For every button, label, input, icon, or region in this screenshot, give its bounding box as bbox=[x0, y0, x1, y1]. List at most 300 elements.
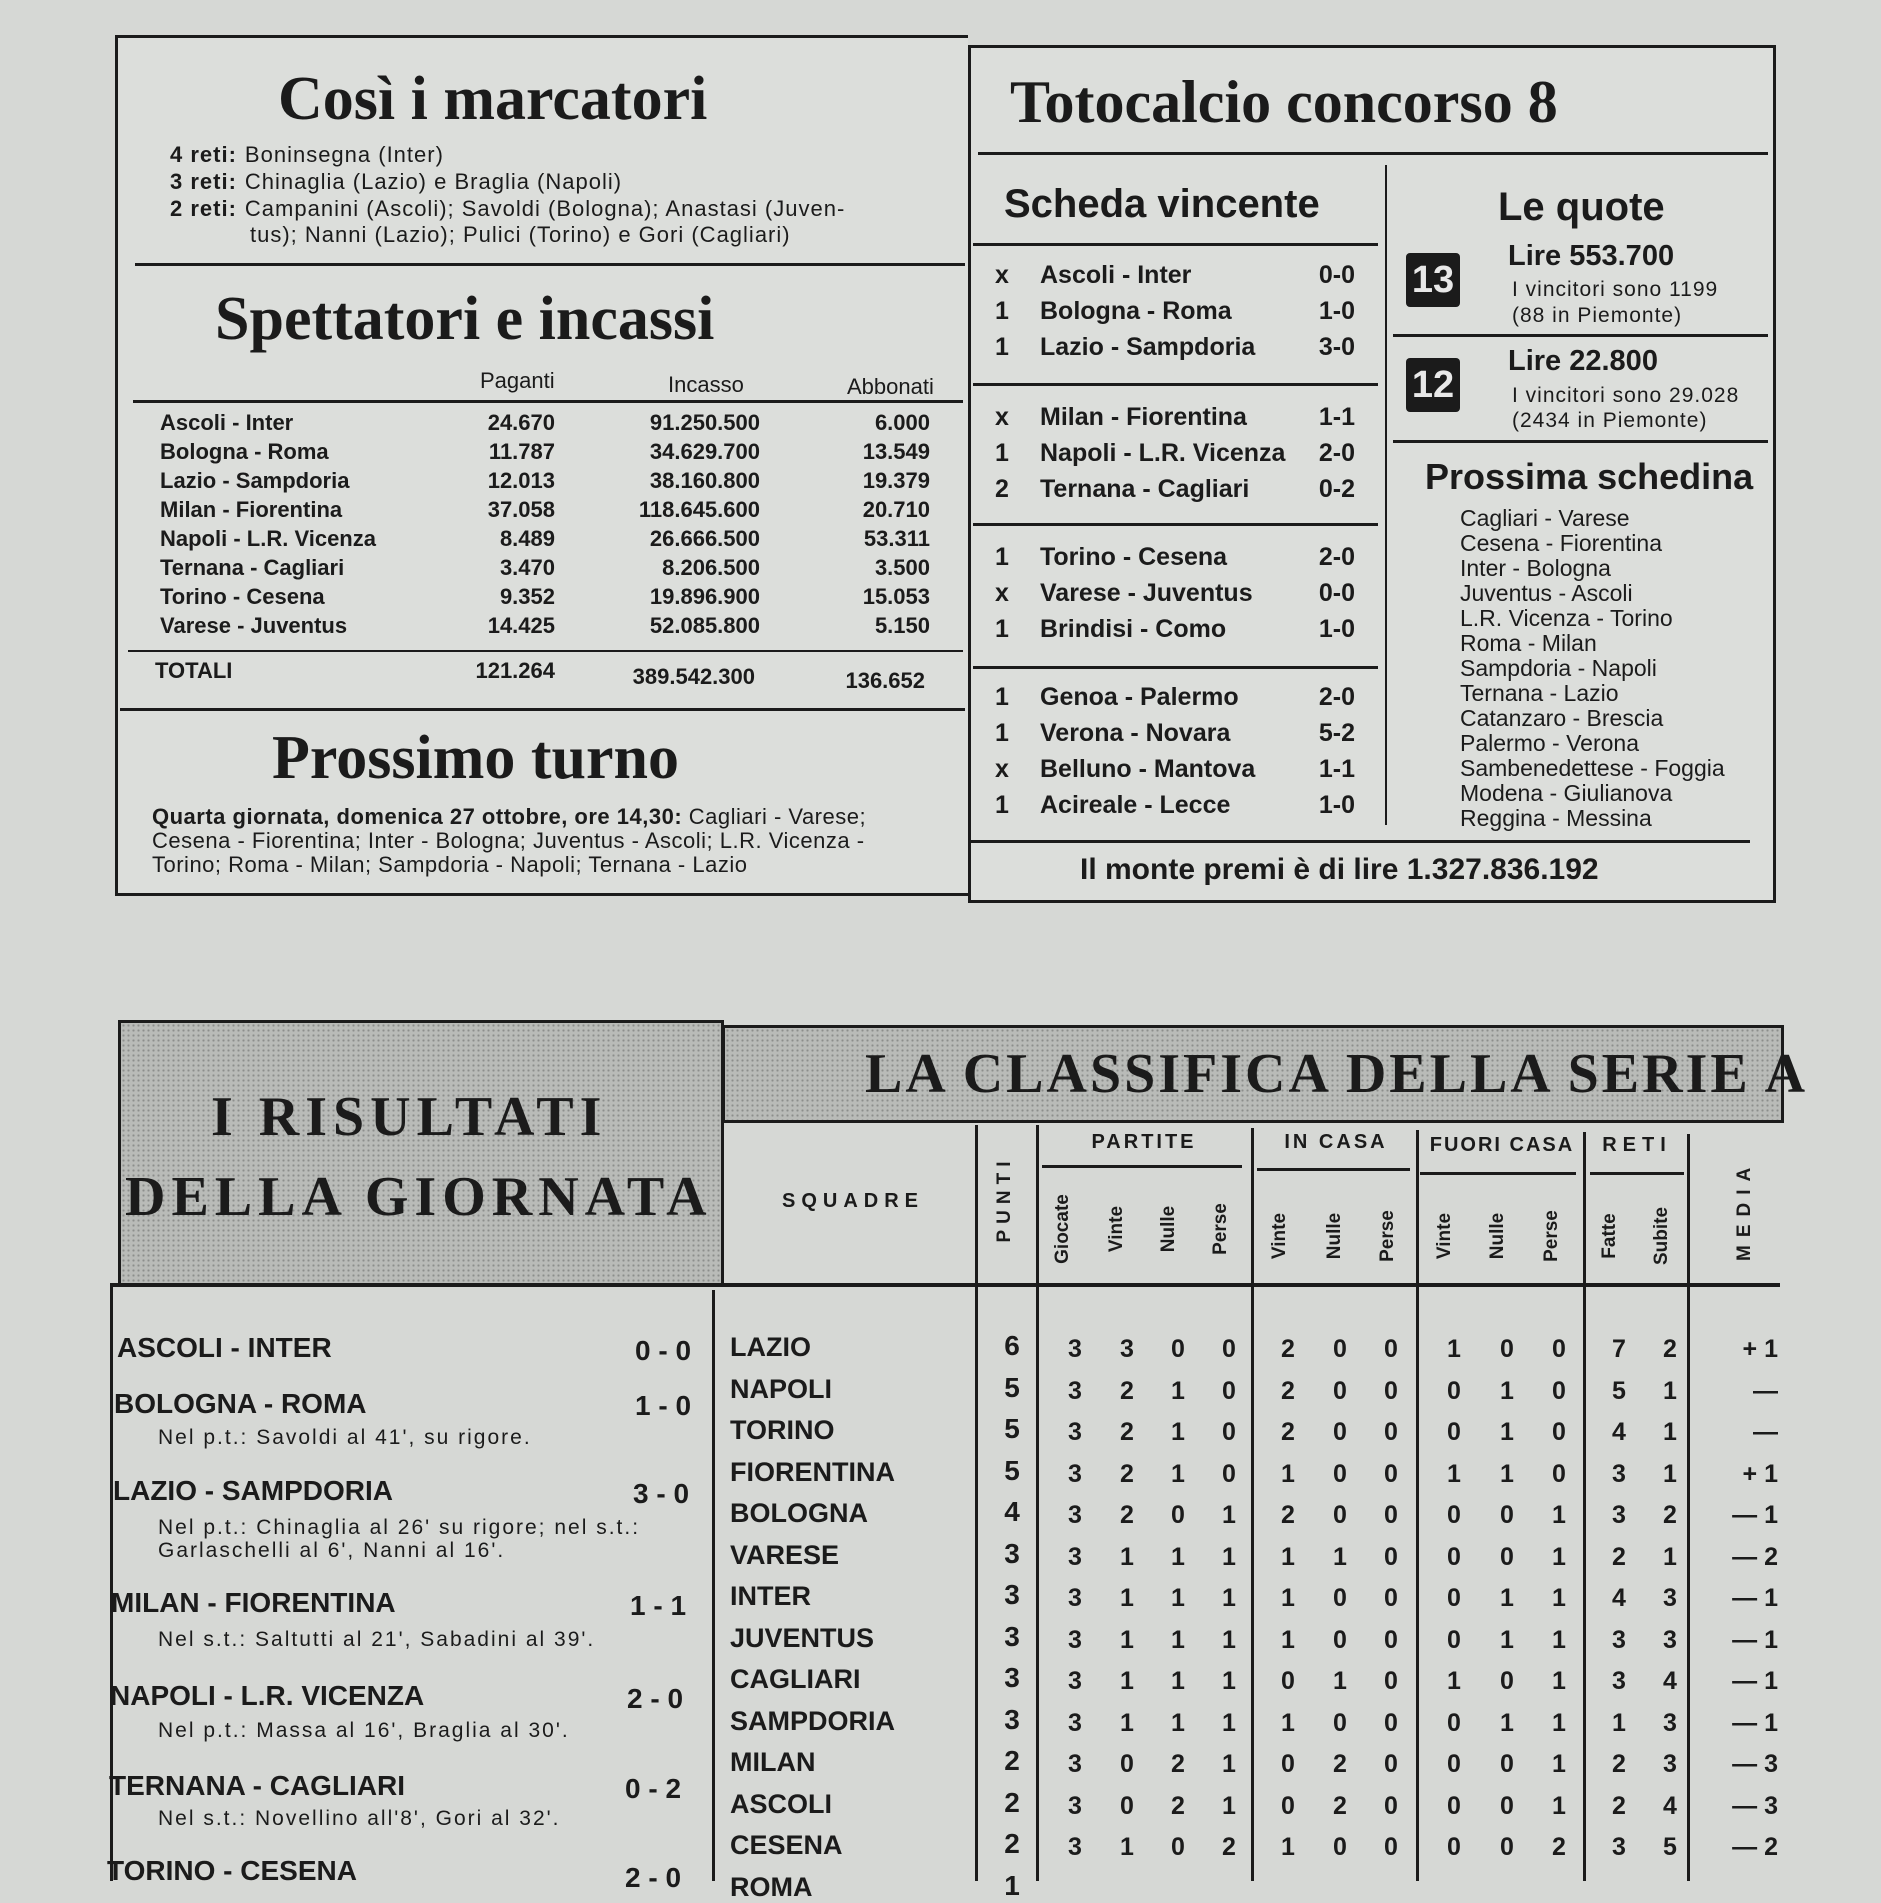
match-name: Varese - Juventus bbox=[160, 613, 348, 638]
list-item: Cagliari - Varese bbox=[1460, 505, 1630, 531]
col-head-giocate: Giocate bbox=[1052, 1194, 1073, 1264]
divider bbox=[970, 840, 1750, 843]
score: 0-2 bbox=[1318, 475, 1355, 503]
quota-13-winners: I vincitori sono 1199 bbox=[1512, 278, 1719, 301]
divider bbox=[1590, 1172, 1684, 1175]
incasso-value: 38.160.800 bbox=[649, 468, 760, 493]
media-value: — 1 bbox=[1732, 1584, 1778, 1612]
col-head-perse: Perse bbox=[1210, 1203, 1231, 1255]
sign: 2 bbox=[995, 475, 1009, 503]
divider bbox=[978, 152, 1768, 155]
points-value: 3 bbox=[1004, 1620, 1020, 1652]
stat-fn: 0 bbox=[1500, 1750, 1514, 1778]
table-row bbox=[160, 555, 940, 584]
scorer-label: 2 reti: bbox=[170, 196, 237, 221]
stat-rs: 4 bbox=[1663, 1667, 1677, 1695]
list-item: Sambenedettese - Foggia bbox=[1460, 755, 1725, 781]
scorer-text: tus); Nanni (Lazio); Pulici (Torino) e Gori (Cagliari) bbox=[250, 222, 791, 247]
risultati-title-line2: DELLA GIORNATA bbox=[125, 1166, 713, 1228]
monte-premi: Il monte premi è di lire 1.327.836.192 bbox=[1080, 853, 1599, 886]
match-name: Torino - Cesena bbox=[160, 584, 325, 609]
points-value: 3 bbox=[1004, 1537, 1020, 1569]
stat-p: 1 bbox=[1222, 1750, 1236, 1778]
stat-p: 1 bbox=[1222, 1791, 1236, 1820]
divider bbox=[973, 523, 1378, 526]
stat-n: 1 bbox=[1171, 1376, 1185, 1405]
stat-fn: 0 bbox=[1500, 1667, 1514, 1695]
quota-13-region: (88 in Piemonte) bbox=[1512, 304, 1683, 327]
risultati-title-line1: I RISULTATI bbox=[211, 1086, 608, 1148]
stat-v: 0 bbox=[1120, 1791, 1134, 1820]
column-divider bbox=[1251, 1128, 1254, 1881]
scorer-line bbox=[170, 142, 444, 168]
stat-cv: 0 bbox=[1281, 1750, 1295, 1778]
stat-fn: 1 bbox=[1500, 1625, 1514, 1654]
result-note: Nel s.t.: Saltutti al 21', Sabadini al 39'. bbox=[158, 1628, 596, 1651]
stat-cp: 0 bbox=[1384, 1833, 1398, 1861]
match-name: Napoli - L.R. Vicenza bbox=[160, 526, 376, 551]
col-head-incasso: Incasso bbox=[668, 372, 744, 397]
divider bbox=[1042, 1165, 1242, 1168]
team-name: CAGLIARI bbox=[730, 1664, 861, 1694]
stat-n: 1 bbox=[1171, 1667, 1185, 1695]
stat-v: 2 bbox=[1120, 1376, 1134, 1405]
stat-fn: 1 bbox=[1500, 1459, 1514, 1488]
stat-fv: 0 bbox=[1447, 1625, 1461, 1654]
sign: 1 bbox=[995, 683, 1009, 711]
stat-g: 3 bbox=[1068, 1708, 1082, 1737]
score: 2-0 bbox=[1318, 683, 1355, 711]
stat-fp: 0 bbox=[1552, 1459, 1566, 1488]
table-row bbox=[160, 584, 940, 613]
stat-cp: 0 bbox=[1384, 1667, 1398, 1695]
stat-cn: 0 bbox=[1333, 1418, 1347, 1446]
sign: 1 bbox=[995, 297, 1009, 325]
match: Brindisi - Como bbox=[1040, 615, 1227, 643]
col-head-vinte: Vinte bbox=[1106, 1205, 1127, 1253]
stat-cp: 0 bbox=[1384, 1501, 1398, 1529]
stat-cn: 2 bbox=[1333, 1791, 1347, 1820]
paganti-value: 9.352 bbox=[499, 584, 555, 609]
list-item: Juventus - Ascoli bbox=[1460, 580, 1633, 606]
stat-rf: 3 bbox=[1612, 1833, 1626, 1861]
col-head-fuori-nulle: Nulle bbox=[1487, 1212, 1508, 1260]
group-head-fuori-casa: FUORI CASA bbox=[1429, 1134, 1575, 1156]
col-head-casa-perse: Perse bbox=[1377, 1210, 1398, 1262]
stat-cn: 0 bbox=[1333, 1584, 1347, 1612]
stat-n: 1 bbox=[1171, 1625, 1185, 1654]
stat-cv: 2 bbox=[1281, 1376, 1295, 1405]
points-value: 3 bbox=[1004, 1662, 1020, 1693]
stat-fp: 1 bbox=[1552, 1708, 1566, 1737]
col-head-paganti: Paganti bbox=[480, 368, 555, 393]
stat-n: 0 bbox=[1171, 1833, 1185, 1861]
stat-cv: 1 bbox=[1281, 1708, 1295, 1737]
sign: 1 bbox=[995, 333, 1009, 361]
team-name: SAMPDORIA bbox=[730, 1705, 896, 1736]
stat-fn: 1 bbox=[1500, 1708, 1514, 1737]
media-value: — 1 bbox=[1732, 1625, 1778, 1654]
incasso-value: 26.666.500 bbox=[649, 526, 760, 551]
stat-cn: 2 bbox=[1333, 1750, 1347, 1778]
stat-v: 2 bbox=[1120, 1418, 1134, 1446]
stat-fv: 0 bbox=[1447, 1418, 1461, 1446]
stat-rf: 2 bbox=[1612, 1791, 1626, 1820]
stat-g: 3 bbox=[1068, 1667, 1082, 1695]
match: Varese - Juventus bbox=[1040, 579, 1253, 607]
col-head-abbonati: Abbonati bbox=[847, 374, 934, 399]
scheda-row bbox=[995, 261, 1355, 297]
stat-fp: 1 bbox=[1552, 1542, 1566, 1571]
group-head-reti: RETI bbox=[1602, 1134, 1672, 1156]
stat-fp: 1 bbox=[1552, 1625, 1566, 1654]
stat-rf: 3 bbox=[1612, 1501, 1626, 1529]
result-match: TORINO - CESENA bbox=[107, 1855, 357, 1886]
scorer-text: Campanini (Ascoli); Savoldi (Bologna); Anastasi (Juven- bbox=[244, 196, 846, 221]
stat-v: 1 bbox=[1120, 1625, 1134, 1654]
stat-fp: 1 bbox=[1552, 1584, 1566, 1612]
quota-12-amount: Lire 22.800 bbox=[1508, 345, 1658, 377]
points-value: 2 bbox=[1004, 1786, 1020, 1818]
stat-rs: 3 bbox=[1663, 1750, 1677, 1778]
stat-n: 1 bbox=[1171, 1708, 1185, 1737]
stat-rs: 1 bbox=[1663, 1418, 1677, 1446]
table-row bbox=[160, 468, 940, 497]
stat-cn: 0 bbox=[1333, 1376, 1347, 1405]
stat-rf: 4 bbox=[1612, 1584, 1626, 1612]
stat-cn: 0 bbox=[1333, 1501, 1347, 1529]
stat-rs: 5 bbox=[1663, 1833, 1677, 1861]
divider bbox=[1257, 1168, 1410, 1171]
stat-cp: 0 bbox=[1384, 1376, 1398, 1405]
col-head-squadre: SQUADRE bbox=[782, 1190, 925, 1212]
sign: 1 bbox=[995, 791, 1009, 819]
scheda-row bbox=[995, 755, 1355, 791]
totals-paganti: 121.264 bbox=[475, 658, 555, 683]
list-item: Roma - Milan bbox=[1460, 630, 1597, 656]
match-name: Milan - Fiorentina bbox=[160, 497, 343, 522]
spettatori-title: Spettatori e incassi bbox=[215, 285, 715, 353]
group-head-in-casa: IN CASA bbox=[1284, 1131, 1388, 1153]
stat-cn: 0 bbox=[1333, 1335, 1347, 1363]
stat-fv: 0 bbox=[1447, 1584, 1461, 1612]
classifica-title: LA CLASSIFICA DELLA SERIE A bbox=[865, 1043, 1809, 1105]
scorer-label: 3 reti: bbox=[170, 169, 237, 194]
stat-cp: 0 bbox=[1384, 1791, 1398, 1820]
stat-fp: 1 bbox=[1552, 1501, 1566, 1529]
stat-v: 0 bbox=[1120, 1750, 1134, 1778]
stat-n: 1 bbox=[1171, 1418, 1185, 1446]
result-score: 3 - 0 bbox=[633, 1478, 690, 1509]
paganti-value: 24.670 bbox=[487, 410, 555, 435]
match: Milan - Fiorentina bbox=[1040, 403, 1247, 431]
abbonati-value: 6.000 bbox=[874, 410, 930, 435]
quota-12-winners: I vincitori sono 29.028 bbox=[1512, 384, 1740, 407]
team-name: BOLOGNA bbox=[730, 1498, 868, 1528]
result-score: 1 - 1 bbox=[630, 1590, 687, 1621]
marcatori-title: Così i marcatori bbox=[278, 65, 708, 133]
team-name: ROMA bbox=[730, 1871, 813, 1902]
match: Napoli - L.R. Vicenza bbox=[1040, 439, 1286, 467]
stat-rs: 1 bbox=[1663, 1376, 1677, 1405]
scheda-row bbox=[995, 615, 1355, 651]
risultati-header bbox=[118, 1020, 724, 1286]
score: 2-0 bbox=[1318, 543, 1355, 571]
stat-fn: 1 bbox=[1500, 1376, 1514, 1405]
points-value: 5 bbox=[1004, 1371, 1020, 1403]
badge-12: 12 bbox=[1406, 358, 1460, 412]
sign: x bbox=[995, 755, 1009, 783]
incasso-value: 19.896.900 bbox=[649, 584, 760, 609]
incasso-value: 34.629.700 bbox=[649, 439, 760, 464]
stat-cn: 0 bbox=[1333, 1833, 1347, 1861]
result-score: 1 - 0 bbox=[635, 1390, 692, 1421]
scheda-row bbox=[995, 403, 1355, 439]
stat-rs: 1 bbox=[1663, 1542, 1677, 1571]
sign: x bbox=[995, 261, 1009, 289]
team-name: LAZIO bbox=[730, 1332, 811, 1362]
result-match: LAZIO - SAMPDORIA bbox=[113, 1475, 393, 1506]
stat-cv: 1 bbox=[1281, 1833, 1295, 1861]
stat-cp: 0 bbox=[1384, 1459, 1398, 1488]
col-head-casa-nulle: Nulle bbox=[1324, 1212, 1345, 1260]
stat-fn: 0 bbox=[1500, 1542, 1514, 1571]
stat-cp: 0 bbox=[1384, 1542, 1398, 1571]
prossima-schedina-title: Prossima schedina bbox=[1425, 456, 1754, 497]
media-value: — 3 bbox=[1732, 1791, 1778, 1820]
stat-cp: 0 bbox=[1384, 1750, 1398, 1778]
stat-fp: 0 bbox=[1552, 1376, 1566, 1405]
stat-v: 2 bbox=[1120, 1459, 1134, 1488]
quote-title: Le quote bbox=[1498, 185, 1665, 229]
scorer-line bbox=[250, 222, 791, 248]
col-head-punti: PUNTI bbox=[994, 1155, 1015, 1243]
sign: 1 bbox=[995, 543, 1009, 571]
list-item: Sampdoria - Napoli bbox=[1460, 655, 1657, 681]
points-value: 4 bbox=[1004, 1496, 1020, 1527]
abbonati-value: 19.379 bbox=[862, 468, 930, 493]
match: Verona - Novara bbox=[1040, 719, 1231, 747]
stat-n: 1 bbox=[1171, 1542, 1185, 1571]
list-item: Cesena - Fiorentina bbox=[1460, 530, 1662, 556]
totals-label: TOTALI bbox=[155, 658, 233, 683]
paganti-value: 8.489 bbox=[499, 526, 555, 551]
stat-fp: 1 bbox=[1552, 1750, 1566, 1778]
score: 1-0 bbox=[1318, 615, 1355, 643]
stat-cn: 0 bbox=[1333, 1625, 1347, 1654]
stat-fn: 1 bbox=[1500, 1418, 1514, 1446]
divider bbox=[973, 666, 1378, 669]
points-value: 2 bbox=[1004, 1745, 1020, 1776]
stat-rf: 2 bbox=[1612, 1750, 1626, 1778]
prossimo-turno-fixtures: Cagliari - Varese; Cesena - Fiorentina; Inter - Bologna; Juventus - Ascoli; L.R. Vicenza - Torino; Roma - Milan; Sampdoria - Napoli; Ternana - Lazio bbox=[152, 804, 867, 877]
stat-rf: 3 bbox=[1612, 1625, 1626, 1654]
stat-g: 3 bbox=[1068, 1335, 1082, 1363]
stat-v: 1 bbox=[1120, 1833, 1134, 1861]
points-value: 5 bbox=[1004, 1454, 1020, 1486]
team-name: TORINO bbox=[730, 1415, 835, 1445]
paganti-value: 14.425 bbox=[487, 613, 555, 638]
stat-fv: 0 bbox=[1447, 1750, 1461, 1778]
scorer-line bbox=[170, 169, 622, 195]
list-item: Reggina - Messina bbox=[1460, 805, 1652, 831]
column-divider bbox=[1036, 1125, 1039, 1881]
abbonati-value: 15.053 bbox=[862, 584, 930, 609]
abbonati-value: 20.710 bbox=[862, 497, 930, 522]
stat-fv: 0 bbox=[1447, 1791, 1461, 1820]
stat-p: 1 bbox=[1222, 1625, 1236, 1654]
stat-cp: 0 bbox=[1384, 1625, 1398, 1654]
column-divider bbox=[1687, 1134, 1690, 1881]
result-note: Garlaschelli al 6', Nanni al 16'. bbox=[158, 1539, 506, 1562]
stat-cv: 0 bbox=[1281, 1667, 1295, 1695]
stat-fp: 2 bbox=[1552, 1833, 1566, 1861]
column-divider bbox=[975, 1125, 978, 1881]
stat-cv: 2 bbox=[1281, 1501, 1295, 1529]
stat-cn: 0 bbox=[1333, 1708, 1347, 1737]
match: Genoa - Palermo bbox=[1040, 683, 1239, 711]
paganti-value: 12.013 bbox=[487, 468, 555, 493]
result-score: 0 - 0 bbox=[635, 1335, 692, 1366]
stat-fv: 0 bbox=[1447, 1542, 1461, 1571]
stat-fn: 0 bbox=[1500, 1791, 1514, 1820]
stat-cn: 1 bbox=[1333, 1667, 1347, 1695]
stat-fv: 1 bbox=[1447, 1335, 1461, 1363]
paganti-value: 11.787 bbox=[488, 439, 555, 464]
match: Ternana - Cagliari bbox=[1040, 475, 1250, 503]
stat-fn: 1 bbox=[1500, 1584, 1514, 1612]
result-match: BOLOGNA - ROMA bbox=[114, 1388, 367, 1419]
stat-n: 1 bbox=[1171, 1584, 1185, 1612]
match: Bologna - Roma bbox=[1040, 297, 1232, 325]
col-head-nulle: Nulle bbox=[1158, 1205, 1179, 1253]
result-match: NAPOLI - L.R. VICENZA bbox=[110, 1680, 425, 1711]
stat-fv: 1 bbox=[1447, 1459, 1461, 1488]
team-name: JUVENTUS bbox=[730, 1622, 875, 1653]
stat-g: 3 bbox=[1068, 1625, 1082, 1654]
stat-rf: 5 bbox=[1612, 1376, 1626, 1405]
table-row bbox=[160, 439, 940, 468]
team-name: MILAN bbox=[730, 1747, 816, 1777]
scheda-row bbox=[995, 683, 1355, 719]
column-divider bbox=[1416, 1130, 1419, 1881]
scheda-row bbox=[995, 579, 1355, 615]
divider bbox=[973, 243, 1378, 246]
divider bbox=[128, 650, 963, 652]
team-name: INTER bbox=[730, 1581, 811, 1611]
abbonati-value: 13.549 bbox=[862, 439, 930, 464]
scheda-row bbox=[995, 333, 1355, 369]
divider bbox=[1393, 440, 1768, 443]
divider bbox=[1420, 1172, 1576, 1175]
team-name: ASCOLI bbox=[730, 1788, 833, 1819]
media-value: — bbox=[1753, 1376, 1778, 1405]
incasso-value: 8.206.500 bbox=[662, 555, 760, 580]
quota-12-region: (2434 in Piemonte) bbox=[1512, 409, 1708, 432]
stat-g: 3 bbox=[1068, 1542, 1082, 1571]
col-head-fuori-perse: Perse bbox=[1541, 1210, 1562, 1262]
quota-13-amount: Lire 553.700 bbox=[1508, 240, 1675, 272]
stat-fp: 0 bbox=[1552, 1418, 1566, 1446]
abbonati-value: 5.150 bbox=[874, 613, 930, 638]
stat-fv: 1 bbox=[1447, 1667, 1461, 1695]
points-value: 1 bbox=[1004, 1869, 1020, 1901]
stat-p: 1 bbox=[1222, 1542, 1236, 1571]
divider bbox=[120, 708, 965, 711]
team-name: NAPOLI bbox=[730, 1373, 833, 1404]
scorer-label: 4 reti: bbox=[170, 142, 237, 167]
stat-rs: 2 bbox=[1663, 1501, 1677, 1529]
stat-p: 0 bbox=[1222, 1376, 1236, 1405]
stat-g: 3 bbox=[1068, 1833, 1082, 1861]
team-name: VARESE bbox=[730, 1539, 840, 1570]
list-item: L.R. Vicenza - Torino bbox=[1460, 605, 1673, 631]
result-note: Nel p.t.: Massa al 16', Braglia al 30'. bbox=[158, 1719, 570, 1742]
scorer-line bbox=[170, 196, 845, 222]
media-value: — bbox=[1753, 1418, 1778, 1446]
table-row bbox=[160, 410, 940, 439]
result-score: 2 - 0 bbox=[627, 1683, 684, 1714]
stat-cp: 0 bbox=[1384, 1584, 1398, 1612]
scorer-text: Chinaglia (Lazio) e Braglia (Napoli) bbox=[244, 169, 623, 194]
incasso-value: 118.645.600 bbox=[638, 497, 760, 522]
col-head-fatte: Fatte bbox=[1599, 1213, 1620, 1259]
divider bbox=[973, 383, 1378, 386]
result-score: 2 - 0 bbox=[625, 1862, 682, 1893]
scheda-row bbox=[995, 791, 1355, 827]
stat-g: 3 bbox=[1068, 1584, 1082, 1612]
col-head-casa-vinte: Vinte bbox=[1269, 1212, 1290, 1260]
match-name: Lazio - Sampdoria bbox=[160, 468, 350, 493]
stat-v: 1 bbox=[1120, 1708, 1134, 1737]
scorer-text: Boninsegna (Inter) bbox=[244, 142, 444, 167]
scheda-row bbox=[995, 719, 1355, 755]
sign: 1 bbox=[995, 439, 1009, 467]
stat-p: 0 bbox=[1222, 1418, 1236, 1446]
stat-rs: 4 bbox=[1663, 1791, 1677, 1820]
incasso-value: 52.085.800 bbox=[649, 613, 760, 638]
stat-rf: 3 bbox=[1612, 1459, 1626, 1488]
result-match: MILAN - FIORENTINA bbox=[111, 1587, 396, 1618]
table-row bbox=[160, 526, 940, 555]
media-value: + 1 bbox=[1742, 1459, 1778, 1488]
totocalcio-title: Totocalcio concorso 8 bbox=[1010, 69, 1558, 135]
stat-p: 1 bbox=[1222, 1584, 1236, 1612]
media-value: — 2 bbox=[1732, 1542, 1778, 1571]
sign: x bbox=[995, 579, 1009, 607]
col-head-fuori-vinte: Vinte bbox=[1434, 1212, 1455, 1260]
stat-cp: 0 bbox=[1384, 1708, 1398, 1737]
list-item: Modena - Giulianova bbox=[1460, 780, 1673, 806]
stat-v: 1 bbox=[1120, 1667, 1134, 1695]
points-value: 5 bbox=[1004, 1413, 1020, 1444]
score: 1-1 bbox=[1318, 403, 1355, 431]
divider bbox=[112, 1283, 1780, 1287]
sign: 1 bbox=[995, 719, 1009, 747]
paganti-value: 37.058 bbox=[487, 497, 555, 522]
stat-g: 3 bbox=[1068, 1791, 1082, 1820]
stat-p: 2 bbox=[1222, 1833, 1236, 1861]
points-value: 3 bbox=[1004, 1579, 1020, 1610]
stat-cv: 1 bbox=[1281, 1459, 1295, 1488]
stat-fp: 1 bbox=[1552, 1791, 1566, 1820]
media-value: — 1 bbox=[1732, 1501, 1778, 1529]
group-head-partite: PARTITE bbox=[1091, 1131, 1197, 1153]
scheda-title: Scheda vincente bbox=[1004, 182, 1320, 226]
result-match: ASCOLI - INTER bbox=[117, 1332, 332, 1363]
result-note: Nel p.t.: Chinaglia al 26' su rigore; nel s.t.: bbox=[158, 1516, 641, 1539]
match: Acireale - Lecce bbox=[1040, 791, 1231, 819]
